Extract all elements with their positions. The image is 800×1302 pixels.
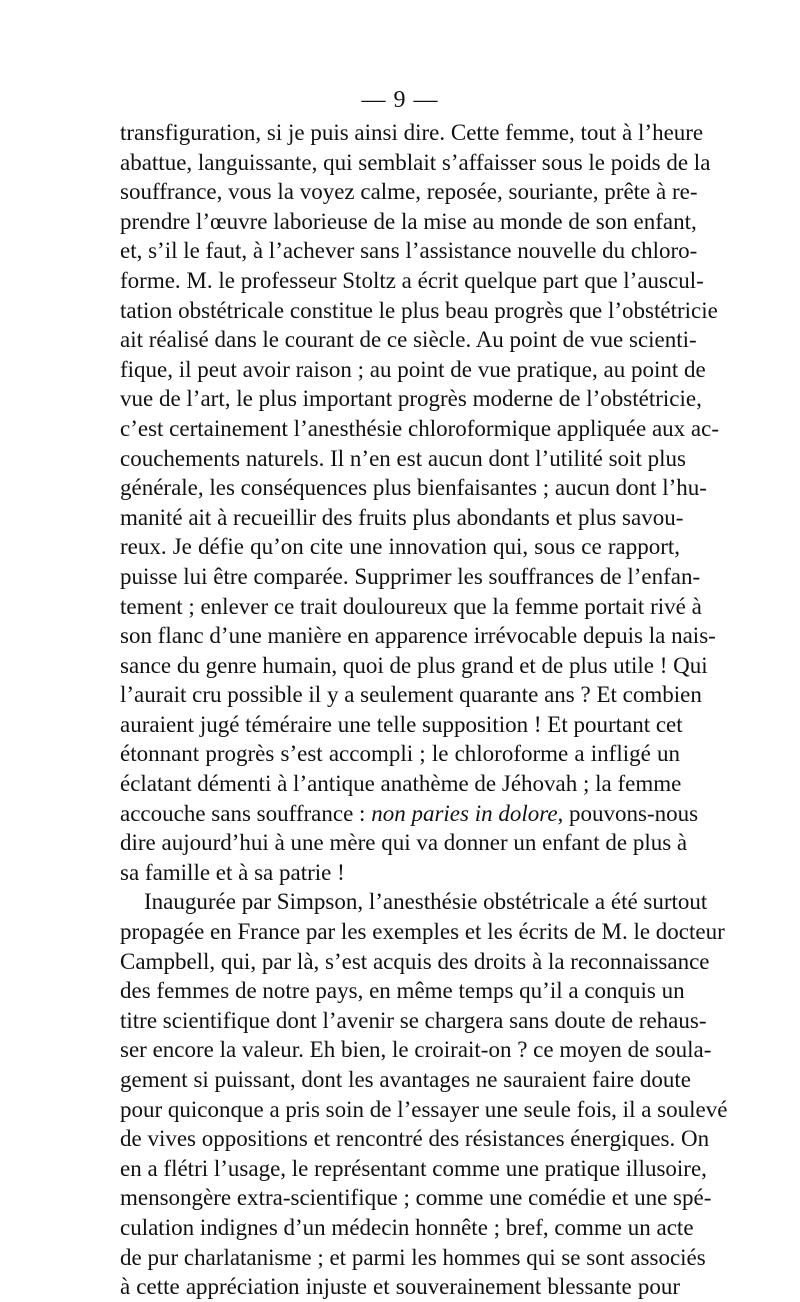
text-line: sa famille et à sa patrie ! [120, 859, 345, 885]
text-line: des femmes de notre pays, en même temps qu’il a conquis un [120, 978, 685, 1004]
text-line: prendre l’œuvre laborieuse de la mise au monde de son enfant, [120, 208, 697, 234]
text-line: c’est certainement l’anesthésie chloroformique appliquée aux ac- [120, 415, 719, 441]
text-line: et, s’il le faut, à l’achever sans l’assistance nouvelle du chloro- [120, 238, 698, 264]
text-line: puisse lui être comparée. Supprimer les souffrances de l’enfan- [120, 563, 701, 589]
text-line: dire aujourd’hui à une mère qui va donner un enfant de plus à [120, 830, 688, 856]
text-line: Campbell, qui, par là, s’est acquis des droits à la reconnaissance [120, 948, 710, 974]
latin-quote: non paries in dolore, [371, 800, 564, 826]
text-line: de vives oppositions et rencontré des résistances énergiques. On [120, 1126, 710, 1152]
text-segment: pouvons-nous [563, 800, 699, 826]
text-line: de pur charlatanisme ; et parmi les hommes qui se sont associés [120, 1244, 706, 1270]
text-line: son flanc d’une manière en apparence irrévocable depuis la nais- [120, 623, 716, 649]
text-line: propagée en France par les exemples et les écrits de M. le docteur [120, 919, 725, 945]
text-line: l’aurait cru possible il y a seulement quarante ans ? Et combien [120, 682, 702, 708]
text-line: titre scientifique dont l’avenir se chargera sans doute de rehaus- [120, 1007, 707, 1033]
text-line: mensongère extra-scientifique ; comme une comédie et une spé- [120, 1185, 712, 1211]
text-line: ait réalisé dans le courant de ce siècle. Au point de vue scienti- [120, 327, 697, 353]
text-line: en a flétri l’usage, le représentant comme une pratique illusoire, [120, 1155, 707, 1181]
text-line: auraient jugé téméraire une telle supposition ! Et pourtant cet [120, 711, 683, 737]
text-line: fique, il peut avoir raison ; au point de vue pratique, au point de [120, 356, 706, 382]
text-line: ser encore la valeur. Eh bien, le croirait-on ? ce moyen de soula- [120, 1037, 712, 1063]
text-line: reux. Je défie qu’on cite une innovation qui, sous ce rapport, [120, 534, 680, 560]
text-line: souffrance, vous la voyez calme, reposée, souriante, prête à re- [120, 179, 698, 205]
text-line: tation obstétricale constitue le plus beau progrès que l’obstétricie [120, 297, 718, 323]
text-line: manité ait à recueillir des fruits plus abondants et plus savou- [120, 504, 684, 530]
text-line: à cette appréciation injuste et souverainement blessante pour [120, 1274, 680, 1300]
body-text [120, 118, 728, 1302]
text-line: étonnant progrès s’est accompli ; le chloroforme a infligé un [120, 741, 680, 767]
text-line: Inaugurée par Simpson, l’anesthésie obstétricale a été surtout [144, 889, 708, 915]
text-line: culation indignes d’un médecin honnête ; bref, comme un acte [120, 1214, 694, 1240]
text-line: tement ; enlever ce trait douloureux que la femme portait rivé à [120, 593, 702, 619]
page-number: — 9 — [361, 87, 439, 113]
text-line: forme. M. le professeur Stoltz a écrit quelque part que l’auscul- [120, 267, 704, 293]
text-line: sance du genre humain, quoi de plus grand et de plus utile ! Qui [120, 652, 708, 678]
text-line: éclatant démenti à l’antique anathème de Jéhovah ; la femme [120, 771, 682, 797]
text-line-with-latin [120, 799, 699, 829]
text-line: couchements naturels. Il n’en est aucun dont l’utilité soit plus [120, 445, 686, 471]
text-line: transfiguration, si je puis ainsi dire. Cette femme, tout à l’heure [120, 120, 704, 145]
text-line: vue de l’art, le plus important progrès moderne de l’obstétricie, [120, 386, 702, 412]
text-line: générale, les conséquences plus bienfaisantes ; aucun dont l’hu- [120, 475, 707, 501]
text-line: abattue, languissante, qui semblait s’affaisser sous le poids de la [120, 149, 711, 175]
text-line: pour quiconque a pris soin de l’essayer une seule fois, il a soulevé [120, 1096, 728, 1122]
text-line: gement si puissant, dont les avantages ne sauraient faire doute [120, 1067, 691, 1092]
text-segment: accouche sans souffrance : [120, 800, 372, 826]
